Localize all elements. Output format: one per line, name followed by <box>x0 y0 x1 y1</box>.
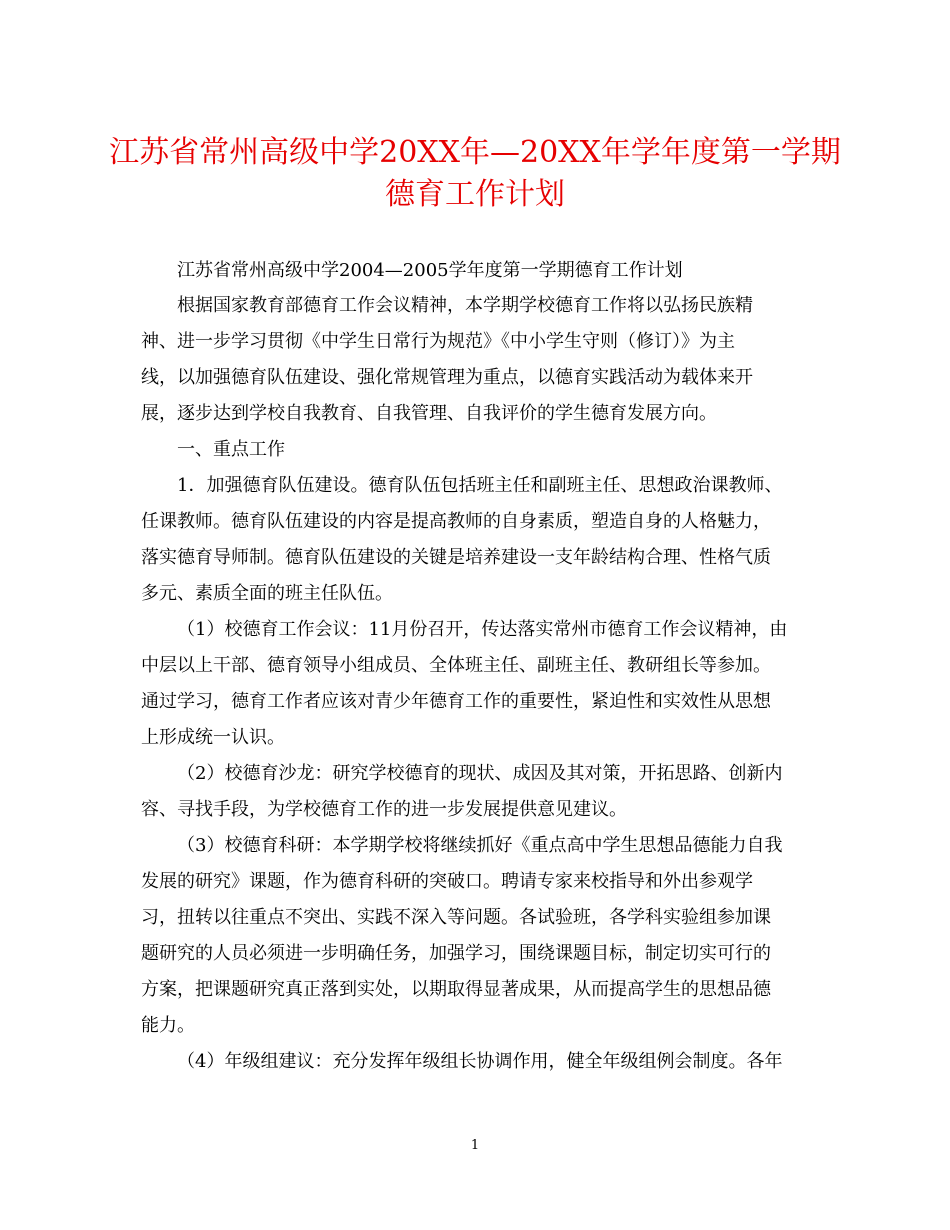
document-title-line-2: 德育工作计划 <box>385 177 565 212</box>
body-line: 能力。 <box>141 1015 195 1036</box>
body-line: 神、进一步学习贯彻《中学生日常行为规范》《中小学生守则（修订）》为主 <box>141 331 735 352</box>
body-line: 根据国家教育部德育工作会议精神，本学期学校德育工作将以弘扬民族精 <box>177 295 753 316</box>
body-line: 线，以加强德育队伍建设、强化常规管理为重点，以德育实践活动为载体来开 <box>141 367 753 388</box>
body-line: 题研究的人员必须进一步明确任务，加强学习，围绕课题目标，制定切实可行的 <box>141 943 771 964</box>
document-title-line-1: 江苏省常州高级中学20XX年—20XX年学年度第一学期 <box>109 135 841 170</box>
page-number: 1 <box>470 1138 480 1153</box>
body-line: （3）校德育科研：本学期学校将继续抓好《重点高中学生思想品德能力自我 <box>177 835 783 856</box>
body-line: 展，逐步达到学校自我教育、自我管理、自我评价的学生德育发展方向。 <box>141 403 717 424</box>
body-line: （2）校德育沙龙：研究学校德育的现状、成因及其对策，开拓思路、创新内 <box>177 763 783 784</box>
body-line: 江苏省常州高级中学2004—2005学年度第一学期德育工作计划 <box>177 260 683 281</box>
section-heading: 一、重点工作 <box>177 439 285 460</box>
body-line: （4）年级组建议：充分发挥年级组长协调作用，健全年级组例会制度。各年 <box>177 1051 783 1072</box>
body-line: 习，扭转以往重点不突出、实践不深入等问题。各试验班，各学科实验组参加课 <box>141 907 771 928</box>
body-line: 中层以上干部、德育领导小组成员、全体班主任、副班主任、教研组长等参加。 <box>141 655 771 676</box>
body-line: 方案，把课题研究真正落到实处，以期取得显著成果，从而提高学生的思想品德 <box>141 979 771 1000</box>
body-line: 发展的研究》课题，作为德育科研的突破口。聘请专家来校指导和外出参观学 <box>141 871 753 892</box>
body-line: 容、寻找手段，为学校德育工作的进一步发展提供意见建议。 <box>141 799 627 820</box>
body-line: （1）校德育工作会议：11月份召开，传达落实常州市德育工作会议精神，由 <box>177 619 788 640</box>
body-line: 上形成统一认识。 <box>141 727 285 748</box>
body-line: 落实德育导师制。德育队伍建设的关键是培养建设一支年龄结构合理、性格气质 <box>141 547 771 568</box>
body-line: 1．加强德育队伍建设。德育队伍包括班主任和副班主任、思想政治课教师、 <box>177 475 783 496</box>
body-line: 多元、素质全面的班主任队伍。 <box>141 583 393 604</box>
body-line: 任课教师。德育队伍建设的内容是提高教师的自身素质，塑造自身的人格魅力， <box>141 511 771 532</box>
body-line: 通过学习，德育工作者应该对青少年德育工作的重要性，紧迫性和实效性从思想 <box>141 691 771 712</box>
